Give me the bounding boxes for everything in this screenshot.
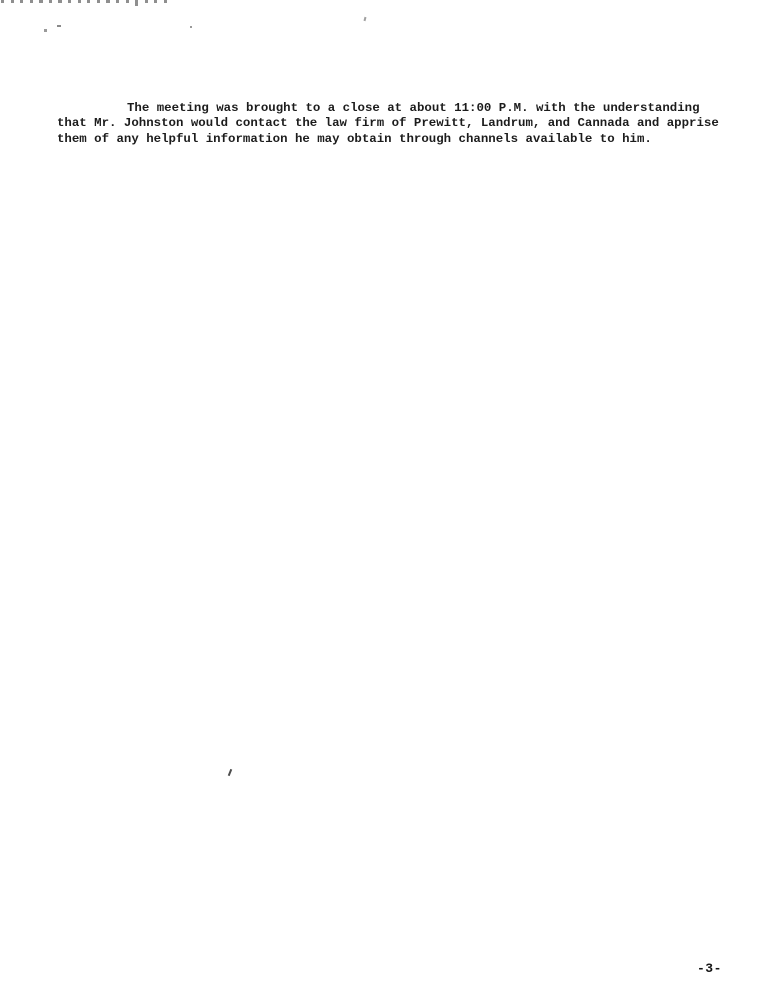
body-paragraph bbox=[57, 101, 719, 147]
scan-noise-mark bbox=[190, 26, 192, 28]
scan-noise-mark bbox=[44, 29, 47, 32]
page-number: -3- bbox=[697, 961, 722, 976]
scan-noise-mark bbox=[364, 17, 367, 21]
paragraph-line-2: that Mr. Johnston would contact the law firm of Prewitt, Landrum, and Cannada and apprise bbox=[57, 116, 719, 131]
scan-noise-mark bbox=[57, 25, 61, 27]
scan-noise-mark bbox=[228, 769, 232, 776]
perforation-dots bbox=[1, 0, 167, 6]
paragraph-line-3: them of any helpful information he may obtain through channels available to him. bbox=[57, 131, 652, 146]
paragraph-line-1: The meeting was brought to a close at about 11:00 P.M. with the understanding bbox=[127, 101, 700, 115]
